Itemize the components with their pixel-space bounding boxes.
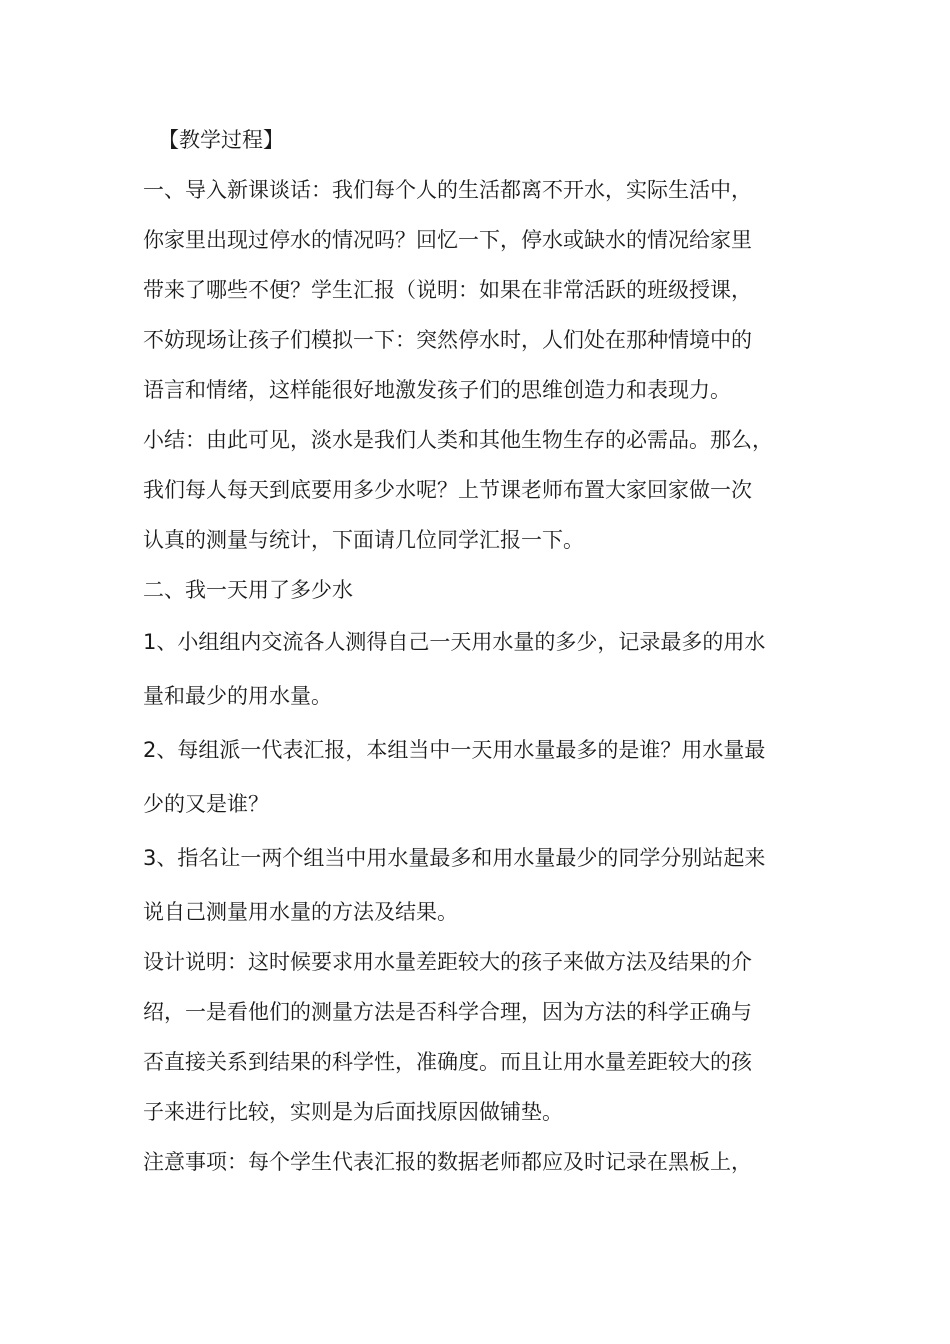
text-line-10: 1、小组组内交流各人测得自己一天用水量的多少，记录最多的用水 [143, 630, 766, 654]
text-line-19: 子来进行比较，实则是为后面找原因做铺垫。 [143, 1100, 563, 1124]
text-line-16: 设计说明：这时候要求用水量差距较大的孩子来做方法及结果的介 [143, 950, 752, 974]
text-line-12: 2、每组派一代表汇报，本组当中一天用水量最多的是谁？用水量最 [143, 738, 766, 762]
text-line-8: 认真的测量与统计，下面请几位同学汇报一下。 [143, 528, 584, 552]
text-line-1: 一、导入新课谈话：我们每个人的生活都离不开水，实际生活中， [143, 178, 752, 202]
text-line-20: 注意事项：每个学生代表汇报的数据老师都应及时记录在黑板上， [143, 1150, 752, 1174]
section-heading: 【教学过程】 [158, 128, 284, 152]
text-line-11: 量和最少的用水量。 [143, 684, 332, 708]
text-line-18: 否直接关系到结果的科学性，准确度。而且让用水量差距较大的孩 [143, 1050, 752, 1074]
text-line-17: 绍，一是看他们的测量方法是否科学合理，因为方法的科学正确与 [143, 1000, 752, 1024]
text-line-7: 我们每人每天到底要用多少水呢？上节课老师布置大家回家做一次 [143, 478, 752, 502]
text-line-5: 语言和情绪，这样能很好地激发孩子们的思维创造力和表现力。 [143, 378, 731, 402]
text-line-6: 小结：由此可见，淡水是我们人类和其他生物生存的必需品。那么， [143, 428, 773, 452]
text-line-2: 你家里出现过停水的情况吗？回忆一下，停水或缺水的情况给家里 [143, 228, 752, 252]
text-line-14: 3、指名让一两个组当中用水量最多和用水量最少的同学分别站起来 [143, 846, 766, 870]
text-line-9: 二、我一天用了多少水 [143, 578, 353, 602]
text-line-3: 带来了哪些不便？学生汇报（说明：如果在非常活跃的班级授课， [143, 278, 752, 302]
text-line-4: 不妨现场让孩子们模拟一下：突然停水时，人们处在那种情境中的 [143, 328, 752, 352]
text-line-13: 少的又是谁？ [143, 792, 269, 816]
text-line-15: 说自己测量用水量的方法及结果。 [143, 900, 458, 924]
